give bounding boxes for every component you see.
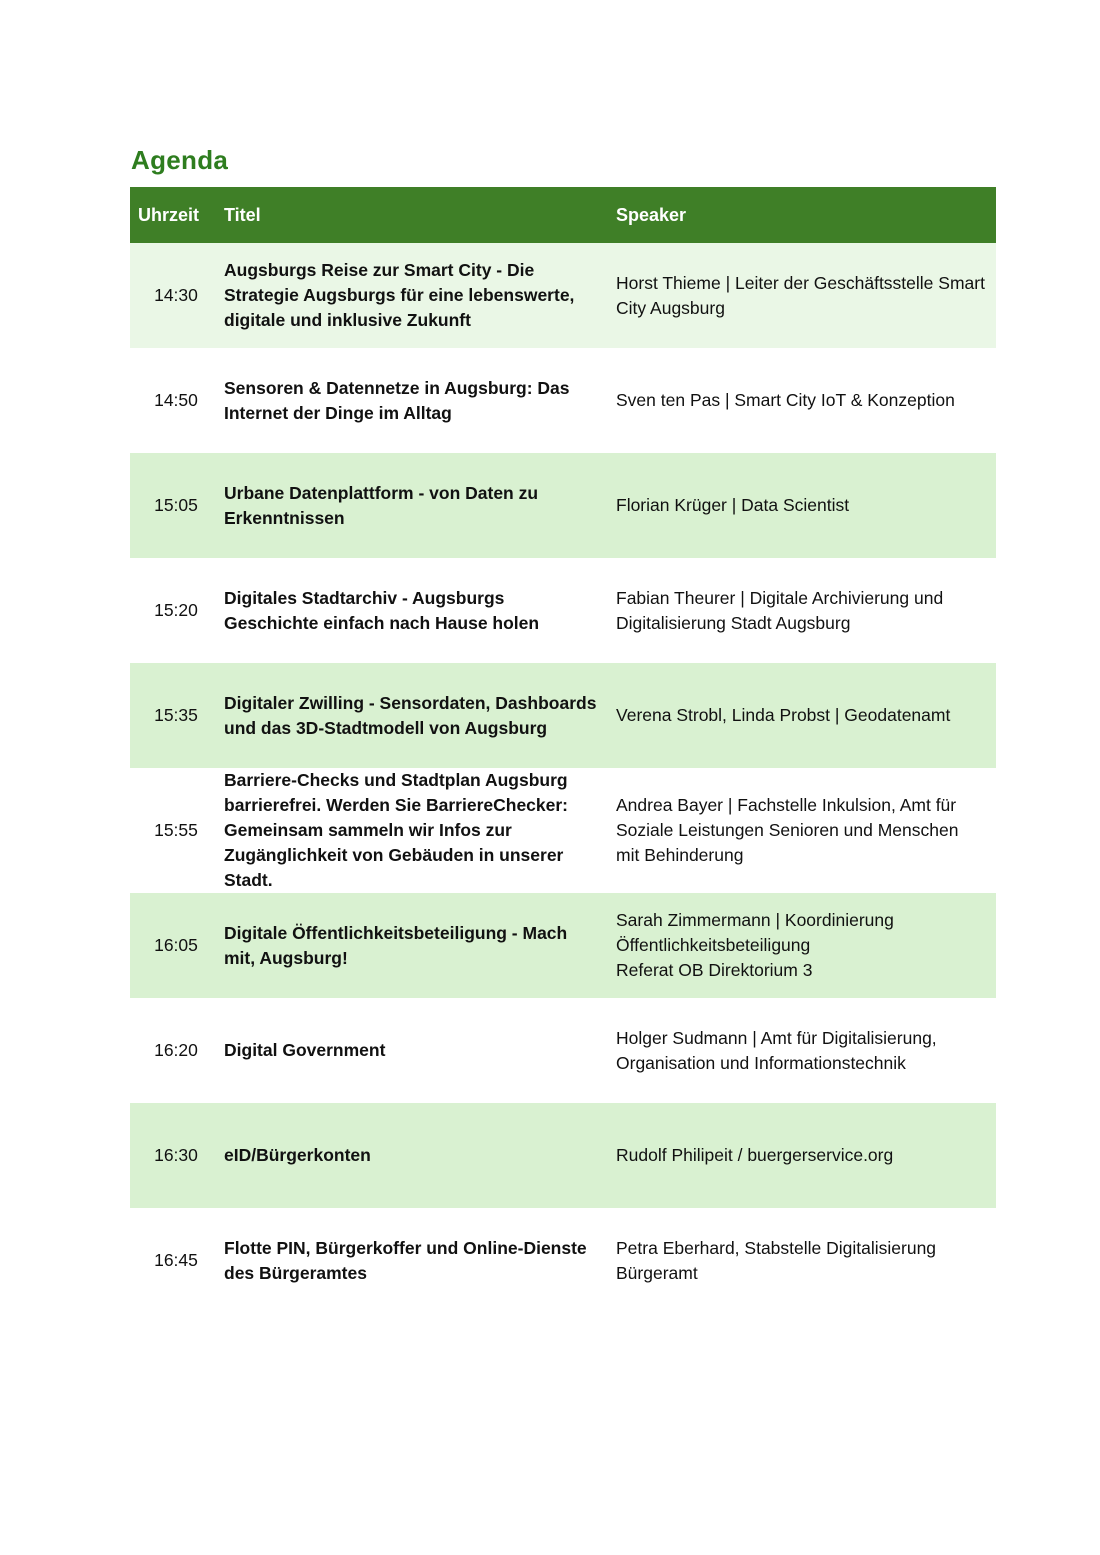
session-title: Sensoren & Datennetze in Augsburg: Das Internet der Dinge im Alltag [216,348,608,453]
session-speaker [608,348,996,453]
table-row [130,558,996,663]
session-time: 14:50 [130,348,216,453]
session-time: 16:45 [130,1208,216,1313]
speaker-line: Verena Strobl, Linda Probst | Geodatenamt [616,705,951,725]
session-time: 14:30 [130,243,216,348]
table-row [130,348,996,453]
session-speaker [608,558,996,663]
table-row [130,453,996,558]
session-speaker [608,663,996,768]
table-row [130,663,996,768]
session-title: Urbane Datenplattform - von Daten zu Erkenntnissen [216,453,608,558]
column-header-title: Titel [216,187,608,243]
page-title: Agenda [131,145,229,176]
speaker-line: Fabian Theurer | Digitale Archivierung und Digitalisierung Stadt Augsburg [616,587,944,633]
table-row [130,998,996,1103]
session-title: eID/Bürgerkonten [216,1103,608,1208]
session-title: Digital Government [216,998,608,1103]
session-time: 15:05 [130,453,216,558]
session-time: 16:20 [130,998,216,1103]
session-speaker [608,998,996,1103]
agenda-table [130,187,996,1313]
session-title: Digitale Öffentlichkeitsbeteiligung - Mach mit, Augsburg! [216,893,608,998]
table-row [130,243,996,348]
session-title: Digitaler Zwilling - Sensordaten, Dashboards und das 3D-Stadtmodell von Augsburg [216,663,608,768]
speaker-line: Sven ten Pas | Smart City IoT & Konzeption [616,390,955,410]
speaker-line: Horst Thieme | Leiter der Geschäftsstelle Smart City Augsburg [616,272,985,318]
speaker-line: Andrea Bayer | Fachstelle Inkulsion, Amt für Soziale Leistungen Senioren und Menschen mit Behinderung [616,795,959,865]
speaker-line: Rudolf Philipeit / buergerservice.org [616,1145,894,1165]
session-speaker [608,893,996,998]
session-speaker [608,768,996,893]
column-header-time: Uhrzeit [130,187,216,243]
session-title: Digitales Stadtarchiv - Augsburgs Geschichte einfach nach Hause holen [216,558,608,663]
session-time: 16:30 [130,1103,216,1208]
speaker-line: Sarah Zimmermann | Koordinierung Öffentlichkeitsbeteiligung [616,910,894,955]
session-time: 16:05 [130,893,216,998]
speaker-line: Holger Sudmann | Amt für Digitalisierung, Organisation und Informationstechnik [616,1027,937,1073]
speaker-line: Petra Eberhard, Stabstelle Digitalisierung Bürgeramt [616,1237,937,1283]
column-header-speaker: Speaker [608,187,996,243]
session-speaker [608,1103,996,1208]
speaker-line: Florian Krüger | Data Scientist [616,495,850,515]
table-row [130,893,996,998]
table-row [130,1103,996,1208]
session-title: Augsburgs Reise zur Smart City - Die Strategie Augsburgs für eine lebenswerte, digitale und inklusive Zukunft [216,243,608,348]
table-row [130,1208,996,1313]
session-speaker [608,453,996,558]
table-header-row [130,187,996,243]
agenda-rows [130,243,996,1313]
session-time: 15:55 [130,768,216,893]
session-title: Barriere-Checks und Stadtplan Augsburg barrierefrei. Werden Sie BarriereChecker: Gemeinsam sammeln wir Infos zur Zugänglichkeit von Gebäuden in unserer Stadt. [216,768,608,893]
session-speaker [608,243,996,348]
speaker-line: Referat OB Direktorium 3 [616,960,813,980]
session-title: Flotte PIN, Bürgerkoffer und Online-Dienste des Bürgeramtes [216,1208,608,1313]
table-row [130,768,996,893]
session-speaker [608,1208,996,1313]
session-time: 15:35 [130,663,216,768]
session-time: 15:20 [130,558,216,663]
